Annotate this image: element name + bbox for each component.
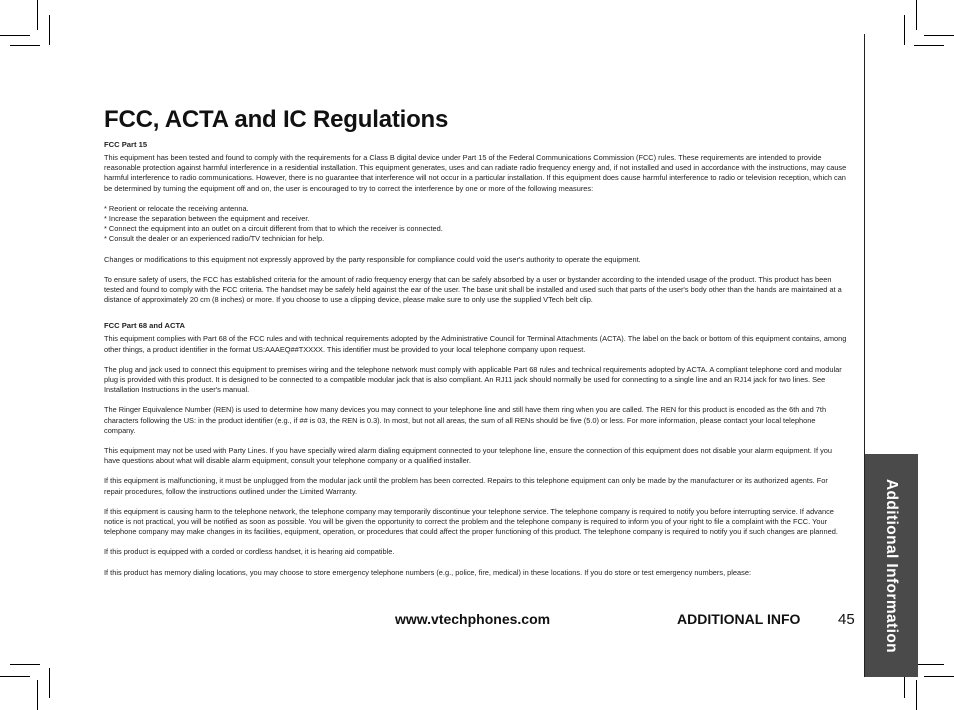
crop-mark	[10, 664, 40, 665]
paragraph: Changes or modifications to this equipment not expressly approved by the party responsible for compliance could void the user's authority to operate the equipment.	[104, 254, 641, 264]
crop-mark	[49, 15, 50, 45]
paragraph: If this product has memory dialing locations, you may choose to store emergency telephone numbers (e.g., police, fire, medical) in these locations. If you do store or test emergency numbers, please:	[104, 567, 752, 577]
paragraph: The Ringer Equivalence Number (REN) is used to determine how many devices you may connect to your telephone line and still have them ring when you are called. The REN for this product is encoded as the 6th and 7th characters following the US: in the product identifier (e.g., if ## is 03, the REN is 0.3). In most, but not all areas, the sum of all RENs should be five (5.0) or less. For more information, please contact your local telephone company.	[104, 405, 827, 435]
section-heading: FCC Part 68 and ACTA	[104, 321, 186, 331]
footer-section-label: ADDITIONAL INFO	[677, 611, 801, 627]
paragraph: This equipment complies with Part 68 of the FCC rules and with technical requirements adopted by the Administrative Council for Terminal Attachments (ACTA). The label on the back or bottom of this equipment contains, among other things, a product identifier in the format US:AAAEQ##TXXXX. This identifier must be provided to your local telephone company upon request.	[104, 334, 847, 354]
paragraph: To ensure safety of users, the FCC has established criteria for the amount of radio frequency energy that can be safely absorbed by a user or bystander according to the intended usage of the product. This product has been tested and found to comply with the FCC criteria. The handset may be safely held against the ear of the user. The base unit shall be installed and used such that parts of the user's body other than the hands are maintained at a distance of approximately 20 cm (8 inches) or more. If you choose to use a clipping device, please make sure to only use the supplied VTech belt clip.	[104, 274, 842, 305]
crop-mark	[0, 676, 30, 677]
list-item: * Consult the dealer or an experienced radio/TV technician for help.	[104, 234, 325, 244]
list-item: * Connect the equipment into an outlet on a circuit different from that to which the receiver is connected.	[104, 224, 443, 234]
measures-list	[104, 204, 848, 245]
crop-mark	[904, 15, 905, 45]
paragraph: The plug and jack used to connect this equipment to premises wiring and the telephone network must comply with applicable Part 68 rules and technical requirements adopted by ACTA. A compliant telephone cord and modular plug is provided with this product. It is designed to be connected to a compatible modular jack that is also compliant. An RJ11 jack should normally be used for connecting to a single line and an RJ14 jack for two lines. See Installation Instructions in the user's manual.	[104, 364, 842, 395]
section-heading: FCC Part 15	[104, 140, 148, 149]
crop-mark	[49, 668, 50, 698]
paragraph: This equipment has been tested and found to comply with the requirements for a Class B digital device under Part 15 of the Federal Communications Commission (FCC) rules. These requirements are intended to provide reasonable protection against harmful interference in a residential installation. This equipment generates, uses and can radiate radio frequency energy and, if not installed and used in accordance with the instructions, may cause harmful interference to radio communications. However, there is no guarantee that interference will not occur in a particular installation. If this equipment does cause harmful interference to radio or television reception, which can be determined by turning the equipment off and on, the user is encouraged to try to correct the interference by one or more of the following measures:	[104, 153, 847, 193]
section-side-tab	[865, 454, 918, 677]
footer-website-link[interactable]: www.vtechphones.com	[395, 611, 551, 627]
list-item: * Increase the separation between the equipment and receiver.	[104, 214, 310, 224]
list-item: * Reorient or relocate the receiving antenna.	[104, 203, 249, 213]
crop-mark	[916, 680, 917, 710]
crop-mark	[914, 45, 944, 46]
side-tab-label: Additional Information	[883, 478, 900, 654]
section-fcc-part-68	[104, 321, 848, 577]
paragraph: If this product is equipped with a corded or cordless handset, it is hearing aid compatible.	[104, 547, 395, 557]
crop-mark	[37, 680, 38, 710]
crop-mark	[37, 0, 38, 30]
section-fcc-part-15	[104, 140, 848, 305]
crop-mark	[924, 676, 954, 677]
page-body	[104, 140, 848, 588]
crop-mark	[916, 0, 917, 30]
page-number: 45	[838, 611, 855, 628]
paragraph: This equipment may not be used with Party Lines. If you have specially wired alarm dialing equipment connected to your telephone line, ensure the connection of this equipment does not disable your alarm equipment. If you have questions about what will disable alarm equipment, consult your telephone company or a qualified installer.	[104, 446, 832, 466]
crop-mark	[0, 35, 30, 36]
paragraph: If this equipment is causing harm to the telephone network, the telephone company may temporarily discontinue your telephone service. The telephone company is required to notify you before interrupting service. If advance notice is not practical, you will be notified as soon as possible. You will be given the opportunity to correct the problem and the telephone company is required to inform you of your right to file a complaint with the FCC. Your telephone company may make changes in its facilities, equipment, operation, or procedures that could affect the proper functioning of this product. The telephone company is required to notify you if such changes are planned.	[104, 506, 838, 537]
crop-mark	[924, 35, 954, 36]
crop-mark	[10, 45, 40, 46]
crop-mark	[914, 664, 944, 665]
page-title: FCC, ACTA and IC Regulations	[104, 106, 449, 133]
paragraph: If this equipment is malfunctioning, it must be unplugged from the modular jack until the problem has been corrected. Repairs to this telephone equipment can only be made by the manufacturer or its authorized agents. For repair procedures, follow the instructions outlined under the Limited Warranty.	[104, 476, 828, 496]
